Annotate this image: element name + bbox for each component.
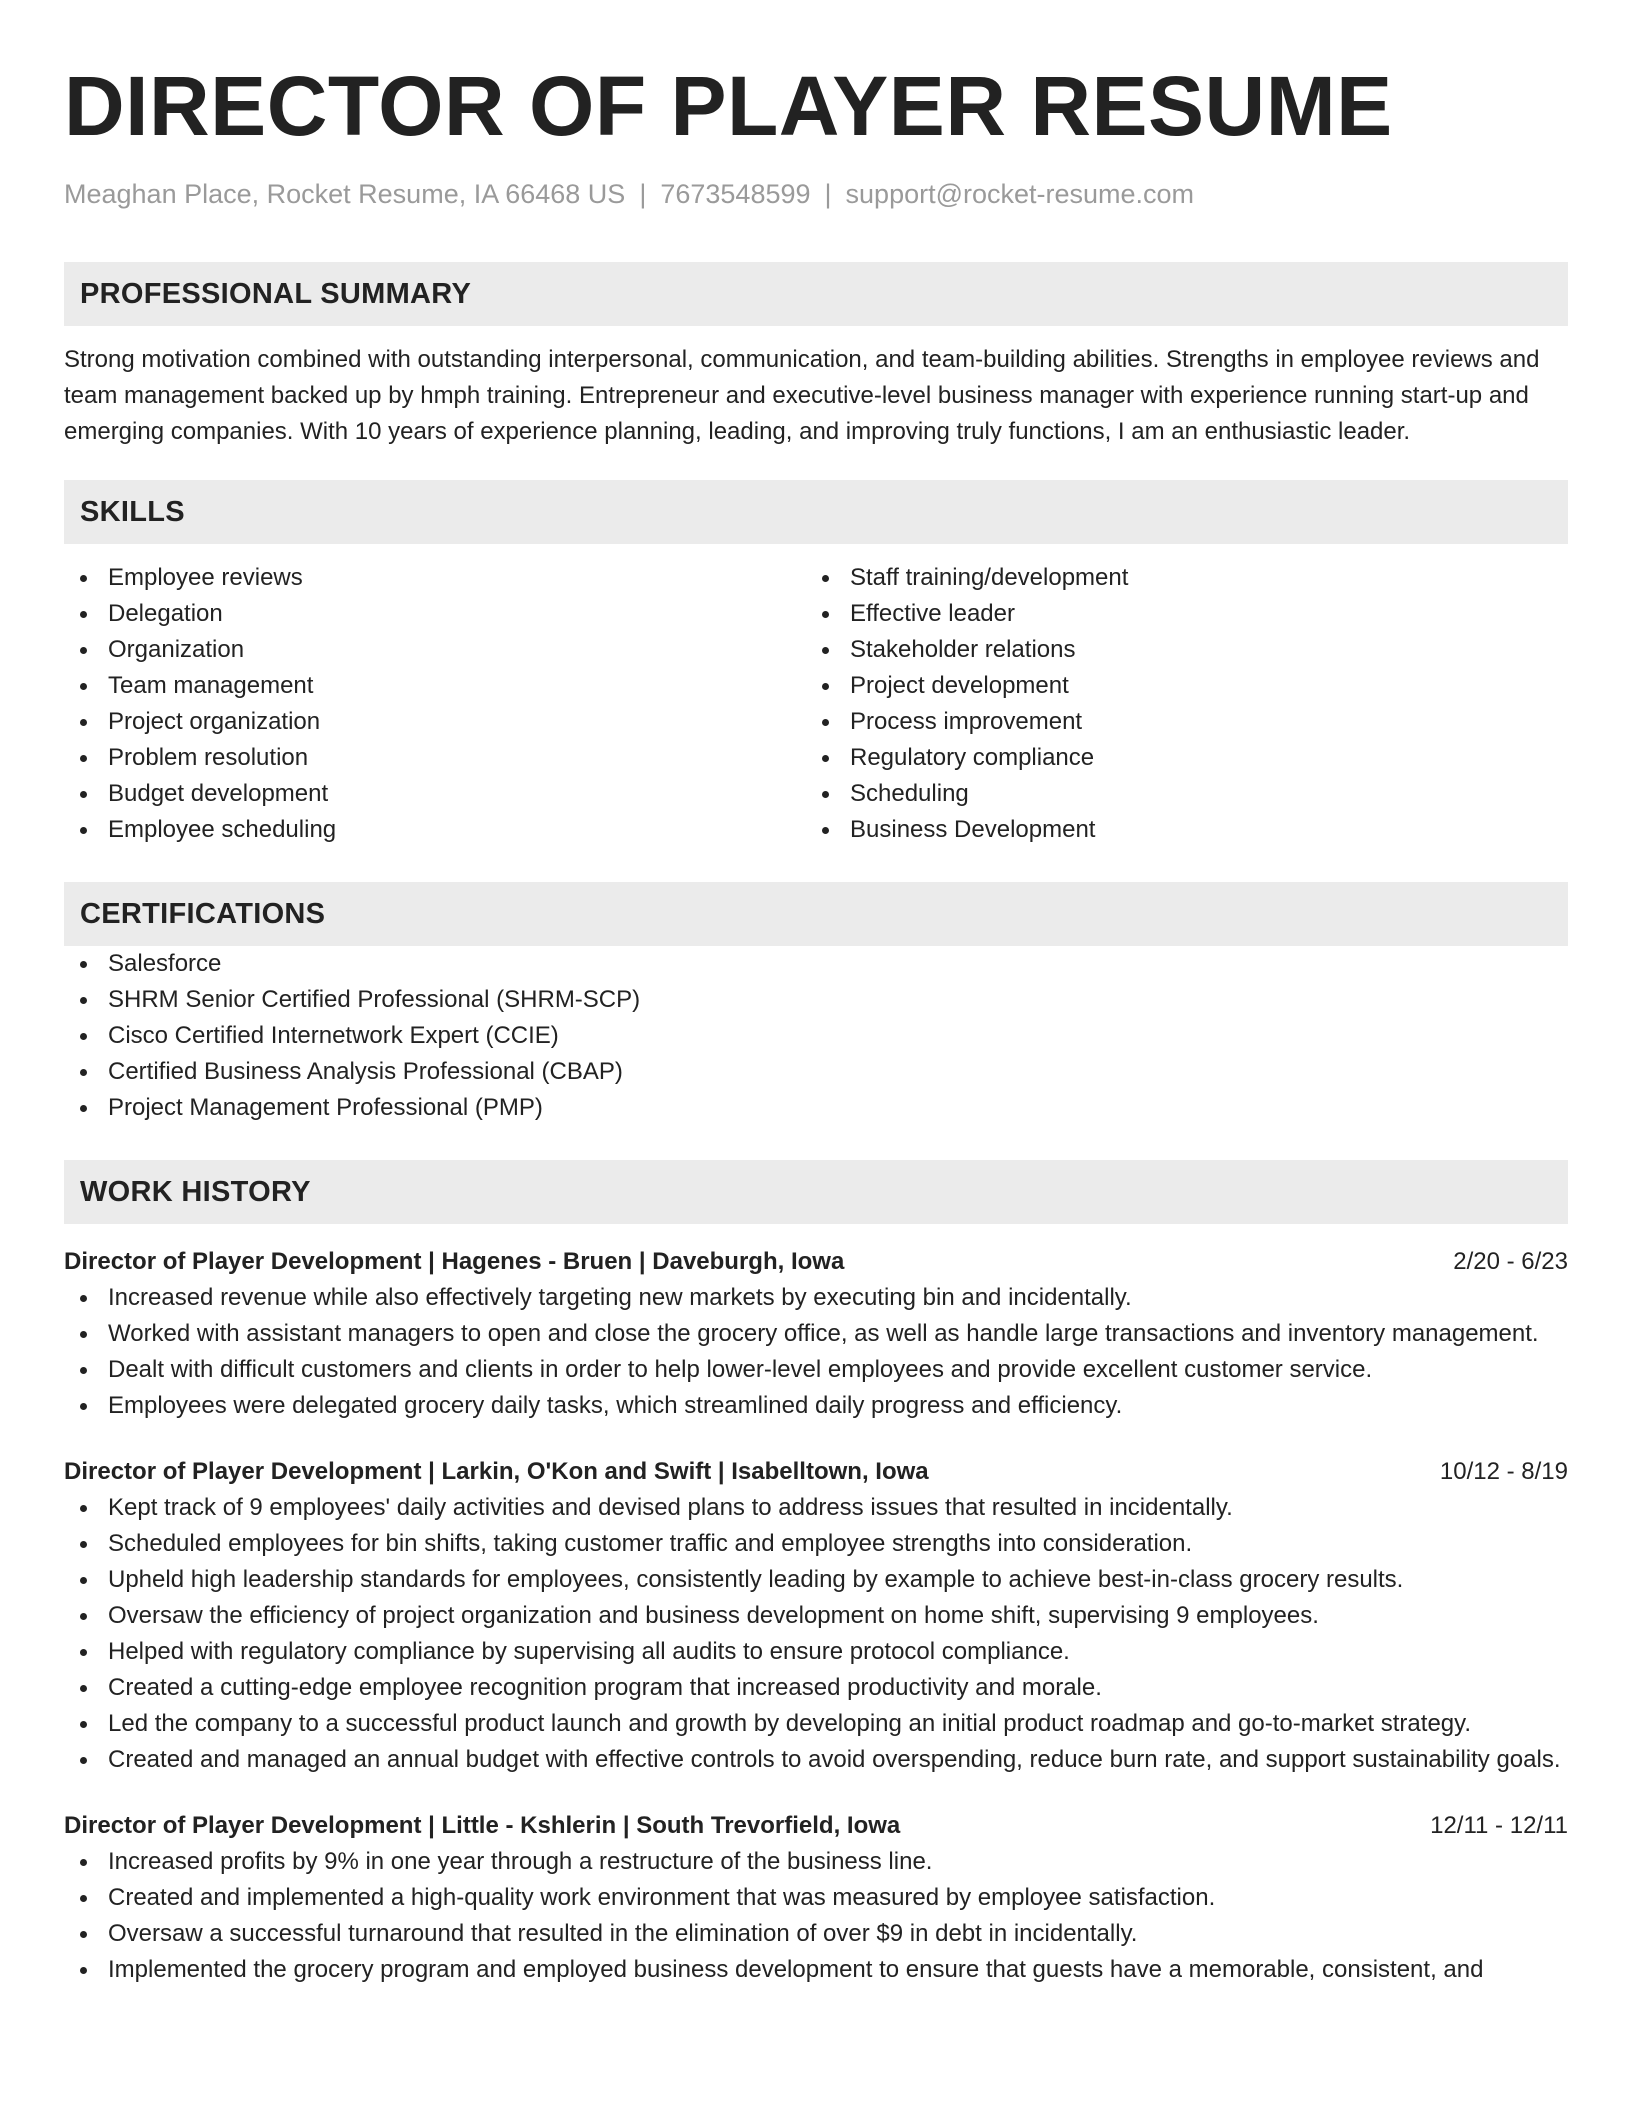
job-bullet: Led the company to a successful product launch and growth by developing an initial product roadmap and go-to-market strategy. <box>64 1706 1568 1742</box>
skill-item: Business Development <box>806 812 1548 848</box>
skill-item: Team management <box>64 668 806 704</box>
skills-list-left <box>64 560 806 848</box>
job-bullet: Upheld high leadership standards for employees, consistently leading by example to achieve best-in-class grocery results. <box>64 1562 1568 1598</box>
job-bullet: Worked with assistant managers to open and close the grocery office, as well as handle large transactions and inventory management. <box>64 1316 1568 1352</box>
resume-page <box>64 0 1568 1988</box>
skill-item: Stakeholder relations <box>806 632 1548 668</box>
job-entry <box>64 1808 1568 1988</box>
job-header <box>64 1454 1568 1490</box>
certifications-list <box>64 946 1568 1126</box>
job-bullet: Increased revenue while also effectively targeting new markets by executing bin and incidentally. <box>64 1280 1568 1316</box>
contact-separator: | <box>639 179 647 209</box>
skill-item: Budget development <box>64 776 806 812</box>
job-bullet: Scheduled employees for bin shifts, taking customer traffic and employee strengths into consideration. <box>64 1526 1568 1562</box>
skill-item: Staff training/development <box>806 560 1548 596</box>
certification-item: Cisco Certified Internetwork Expert (CCIE) <box>64 1018 1568 1054</box>
job-bullet: Implemented the grocery program and employed business development to ensure that guests have a memorable, consistent, and <box>64 1952 1568 1988</box>
job-bullet: Oversaw the efficiency of project organization and business development on home shift, supervising 9 employees. <box>64 1598 1568 1634</box>
skill-item: Employee scheduling <box>64 812 806 848</box>
skills-column-left <box>64 560 806 848</box>
job-bullet: Oversaw a successful turnaround that resulted in the elimination of over $9 in debt in incidentally. <box>64 1916 1568 1952</box>
section-header-skills: SKILLS <box>64 480 1568 544</box>
certification-item: SHRM Senior Certified Professional (SHRM-SCP) <box>64 982 1568 1018</box>
skills-grid <box>64 560 1568 848</box>
job-entry <box>64 1454 1568 1778</box>
job-bullet: Increased profits by 9% in one year through a restructure of the business line. <box>64 1844 1568 1880</box>
certification-item: Certified Business Analysis Professional (CBAP) <box>64 1054 1568 1090</box>
contact-phone: 7673548599 <box>660 179 811 209</box>
job-bullet-list <box>64 1280 1568 1424</box>
contact-address: Meaghan Place, Rocket Resume, IA 66468 US <box>64 179 626 209</box>
certification-item: Salesforce <box>64 946 1568 982</box>
skill-item: Delegation <box>64 596 806 632</box>
job-bullet: Created a cutting-edge employee recognition program that increased productivity and morale. <box>64 1670 1568 1706</box>
skill-item: Project organization <box>64 704 806 740</box>
section-header-certifications: CERTIFICATIONS <box>64 882 1568 946</box>
contact-email: support@rocket-resume.com <box>845 179 1195 209</box>
job-dates: 12/11 - 12/11 <box>1430 1812 1568 1839</box>
job-dates: 2/20 - 6/23 <box>1453 1248 1568 1275</box>
job-entry <box>64 1244 1568 1424</box>
skill-item: Scheduling <box>806 776 1548 812</box>
skill-item: Problem resolution <box>64 740 806 776</box>
job-bullet: Created and managed an annual budget with effective controls to avoid overspending, reduce burn rate, and support sustainability goals. <box>64 1742 1568 1778</box>
summary-text: Strong motivation combined with outstanding interpersonal, communication, and team-building abilities. Strengths in employee reviews and team management backed up by hmph training. Entrepreneur and executive-level business manager with experience running start-up and emerging companies. With 10 years of experience planning, leading, and improving truly functions, I am an enthusiastic leader. <box>64 346 1540 445</box>
skill-item: Regulatory compliance <box>806 740 1548 776</box>
job-bullet: Helped with regulatory compliance by supervising all audits to ensure protocol compliance. <box>64 1634 1568 1670</box>
contact-separator: | <box>824 179 832 209</box>
job-title: Director of Player Development | Little - Kshlerin | South Trevorfield, Iowa <box>64 1812 901 1839</box>
skill-item: Employee reviews <box>64 560 806 596</box>
job-bullet: Employees were delegated grocery daily tasks, which streamlined daily progress and efficiency. <box>64 1388 1568 1424</box>
job-dates: 10/12 - 8/19 <box>1439 1458 1568 1485</box>
skills-list-right <box>806 560 1548 848</box>
job-bullet-list <box>64 1490 1568 1778</box>
job-bullet: Kept track of 9 employees' daily activities and devised plans to address issues that resulted in incidentally. <box>64 1490 1568 1526</box>
job-title: Director of Player Development | Larkin, O'Kon and Swift | Isabelltown, Iowa <box>64 1458 929 1485</box>
section-header-work-history: WORK HISTORY <box>64 1160 1568 1224</box>
skill-item: Process improvement <box>806 704 1548 740</box>
skill-item: Effective leader <box>806 596 1548 632</box>
certification-item: Project Management Professional (PMP) <box>64 1090 1568 1126</box>
job-bullet-list <box>64 1844 1568 1988</box>
job-bullet: Created and implemented a high-quality work environment that was measured by employee satisfaction. <box>64 1880 1568 1916</box>
skill-item: Organization <box>64 632 806 668</box>
job-header <box>64 1244 1568 1280</box>
skill-item: Project development <box>806 668 1548 704</box>
job-bullet: Dealt with difficult customers and clients in order to help lower-level employees and provide excellent customer service. <box>64 1352 1568 1388</box>
resume-title: DIRECTOR OF PLAYER RESUME <box>64 59 1393 153</box>
skills-column-right <box>806 560 1548 848</box>
job-title: Director of Player Development | Hagenes - Bruen | Daveburgh, Iowa <box>64 1248 845 1275</box>
contact-line <box>64 176 1568 212</box>
section-header-summary: PROFESSIONAL SUMMARY <box>64 262 1568 326</box>
job-header <box>64 1808 1568 1844</box>
